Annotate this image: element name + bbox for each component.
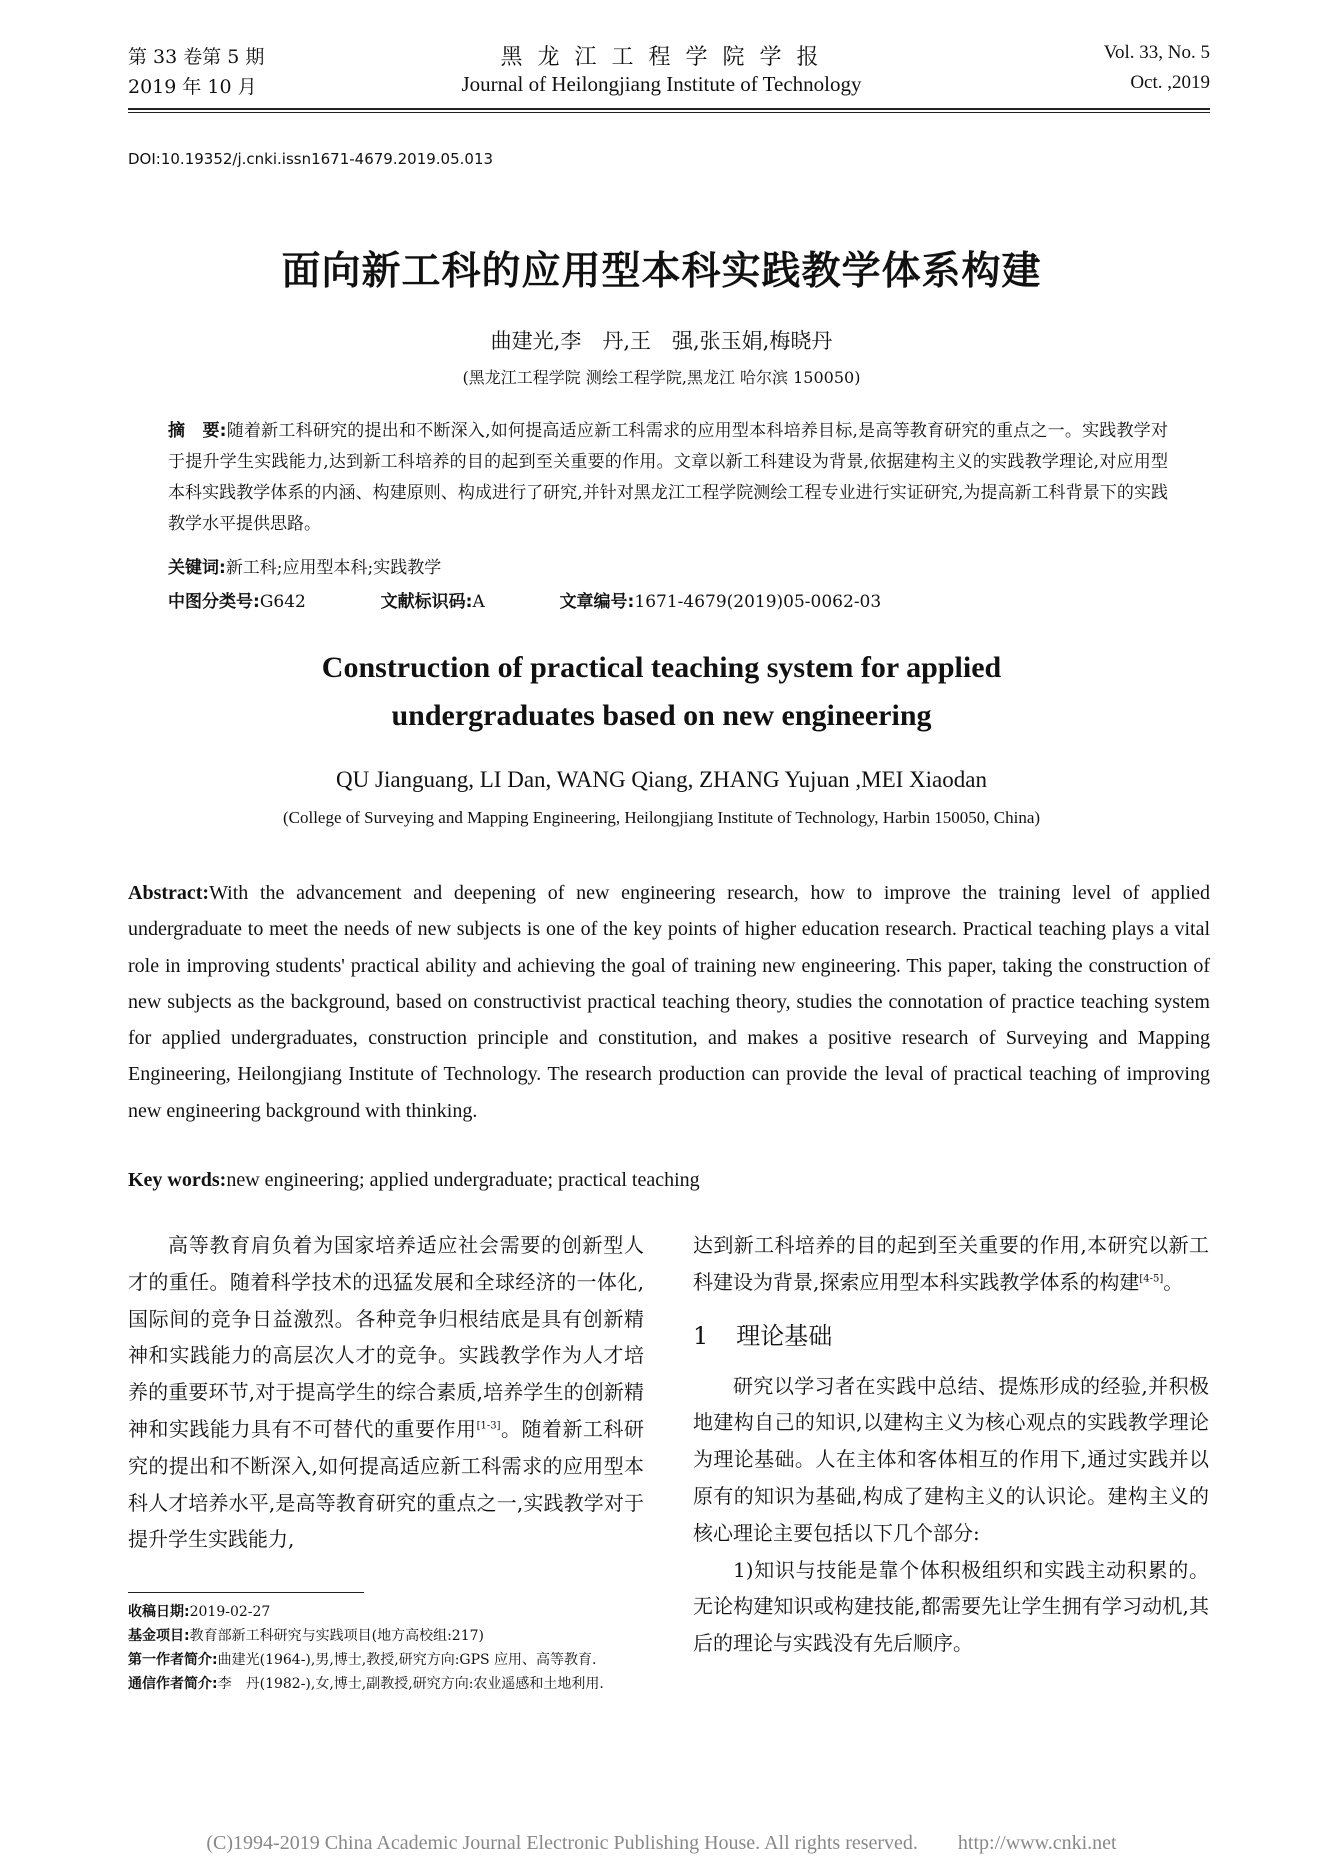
body-paragraph: 研究以学习者在实践中总结、提炼形成的经验,并积极地建构自己的知识,以建构主义为核心观点的实践教学理论为理论基础。人在主体和客体相互的作用下,通过实践并以原有的知识为基础,构成了建构主义的认识论。建构主义的核心理论主要包括以下几个部分: <box>693 1373 1209 1545</box>
keywords-en <box>128 1169 700 1192</box>
abstract-cn-label: 摘 要: <box>168 421 227 441</box>
footnote-label: 第一作者简介: <box>128 1652 218 1668</box>
footnote-first-author <box>128 1650 644 1670</box>
doc-code-value: A <box>472 592 485 612</box>
body-text: 。 <box>1163 1269 1184 1294</box>
authors-en: QU Jianguang, LI Dan, WANG Qiang, ZHANG Yujuan ,MEI Xiaodan <box>336 767 987 792</box>
title-en <box>0 644 1323 740</box>
article-number-value: 1671-4679(2019)05-0062-03 <box>634 592 882 612</box>
abstract-en-label: Abstract: <box>128 882 210 904</box>
volume-cn: 第 33 卷第 5 期 <box>128 46 265 68</box>
section-number: 1 <box>693 1321 709 1350</box>
footnote-corresponding-author <box>128 1674 644 1694</box>
affiliation-en: (College of Surveying and Mapping Engineering, Heilongjiang Institute of Technology, Harbin 150050, China) <box>282 808 1041 827</box>
body-paragraph: 1)知识与技能是靠个体积极组织和实践主动积累的。无论构建知识或构建技能,都需要先让学生拥有学习动机,其后的理论与实践没有先后顺序。 <box>693 1557 1209 1656</box>
keywords-en-text: new engineering; applied undergraduate; practical teaching <box>226 1169 700 1191</box>
article-number-label: 文章编号: <box>559 592 635 612</box>
authors-cn: 曲建光,李 丹,王 强,张玉娟,梅晓丹 <box>490 329 833 353</box>
affiliation-cn: (黑龙江工程学院 测绘工程学院,黑龙江 哈尔滨 150050) <box>462 368 861 387</box>
footnote-text: 教育部新工科研究与实践项目(地方高校组:217) <box>189 1628 484 1644</box>
body-text: 。随着新工科研究的提出和不断深入,如何提高适应新工科需求的应用型本科人才培养水平,是高等教育研究的重点之一,实践教学对于提升学生实践能力, <box>128 1416 645 1552</box>
copyright-notice: (C)1994-2019 China Academic Journal Electronic Publishing House. All rights reserved. http://www.cnki.net <box>206 1832 1117 1854</box>
volume-en: Vol. 33, No. 5 <box>1103 42 1210 63</box>
doc-code-label: 文献标识码: <box>380 592 473 612</box>
footnote-received <box>128 1602 644 1622</box>
date-cn: 2019 年 10 月 <box>128 76 257 98</box>
body-text: 高等教育肩负着为国家培养适应社会需要的创新型人才的重任。随着科学技术的迅猛发展和全球经济的一体化,国际间的竞争日益激烈。各种竞争归根结底是具有创新精神和实践能力的高层次人才的竞争。实践教学作为人才培养的重要环节,对于提高学生的综合素质,培养学生的创新精神和实践能力具有不可替代的重要作用 <box>128 1233 644 1441</box>
abstract-cn <box>168 416 1168 540</box>
citation: [1-3] <box>476 1420 501 1432</box>
journal-name-cn: 黑 龙 江 工 程 学 院 学 报 <box>500 45 823 70</box>
footnotes <box>128 1602 644 1698</box>
section-heading <box>693 1316 1209 1356</box>
body-text: 达到新工科培养的目的起到至关重要的作用,本研究以新工科建设为背景,探索应用型本科实践教学体系的构建 <box>693 1233 1209 1294</box>
footnote-text: 曲建光(1964-),男,博士,教授,研究方向:GPS 应用、高等教育. <box>217 1652 597 1668</box>
keywords-cn-label: 关键词: <box>168 558 226 578</box>
footnote-label: 收稿日期: <box>128 1604 190 1620</box>
abstract-en-text: With the advancement and deepening of new engineering research, how to improve the training level of applied undergraduate to meet the needs of new subjects is one of the key points of higher education research. Practical teaching plays a vital role in improving students' practical ability and achieving the goal of training new engineering. This paper, taking the construction of new subjects as the background, based on constructivist practical teaching theory, studies the connotation of practice teaching system for applied undergraduates, construction principle and constitution, and makes a positive research of Surveying and Mapping Engineering, Heilongjiang Institute of Technology. The research production can provide the leval of practical teaching of improving new engineering background with thinking. <box>128 882 1210 1122</box>
clc-label: 中图分类号: <box>168 592 260 612</box>
journal-name-en: Journal of Heilongjiang Institute of Technology <box>461 72 862 96</box>
title-en-line1: Construction of practical teaching system for applied <box>321 651 1002 684</box>
abstract-en <box>128 875 1210 1129</box>
classification-line <box>168 587 881 612</box>
footnote-text: 2019-02-27 <box>189 1604 271 1620</box>
title-en-line2: undergraduates based on new engineering <box>391 699 932 732</box>
body-right-column <box>693 1227 1209 1662</box>
body-paragraph <box>128 1227 644 1558</box>
doi: DOI:10.19352/j.cnki.issn1671-4679.2019.05.013 <box>128 150 494 168</box>
header-rule-thick <box>128 108 1210 110</box>
keywords-cn-text: 新工科;应用型本科;实践教学 <box>225 558 442 578</box>
citation: [4-5] <box>1139 1273 1164 1285</box>
footnote-fund <box>128 1626 644 1646</box>
body-left-column <box>128 1227 644 1558</box>
footnote-text: 李 丹(1982-),女,博士,副教授,研究方向:农业遥感和土地利用. <box>217 1676 604 1692</box>
abstract-cn-text: 随着新工科研究的提出和不断深入,如何提高适应新工科需求的应用型本科培养目标,是高等教育研究的重点之一。实践教学对于提升学生实践能力,达到新工科培养的目的起到至关重要的作用。文章以新工科建设为背景,依据建构主义的实践教学理论,对应用型本科实践教学体系的内涵、构建原则、构成进行了研究,并针对黑龙江工程学院测绘工程专业进行实证研究,为提高新工科背景下的实践教学水平提供思路。 <box>168 421 1168 534</box>
footnote-label: 基金项目: <box>128 1628 190 1644</box>
keywords-cn <box>168 553 441 578</box>
title-cn: 面向新工科的应用型本科实践教学体系构建 <box>281 249 1042 294</box>
keywords-en-label: Key words: <box>128 1169 227 1191</box>
footnote-label: 通信作者简介: <box>128 1676 218 1692</box>
date-en: Oct. ,2019 <box>1130 72 1210 93</box>
body-paragraph <box>693 1227 1209 1301</box>
header-rule-thin <box>128 112 1210 113</box>
footnote-rule <box>128 1592 364 1593</box>
clc-value: G642 <box>259 592 306 612</box>
section-title: 理论基础 <box>736 1321 833 1350</box>
